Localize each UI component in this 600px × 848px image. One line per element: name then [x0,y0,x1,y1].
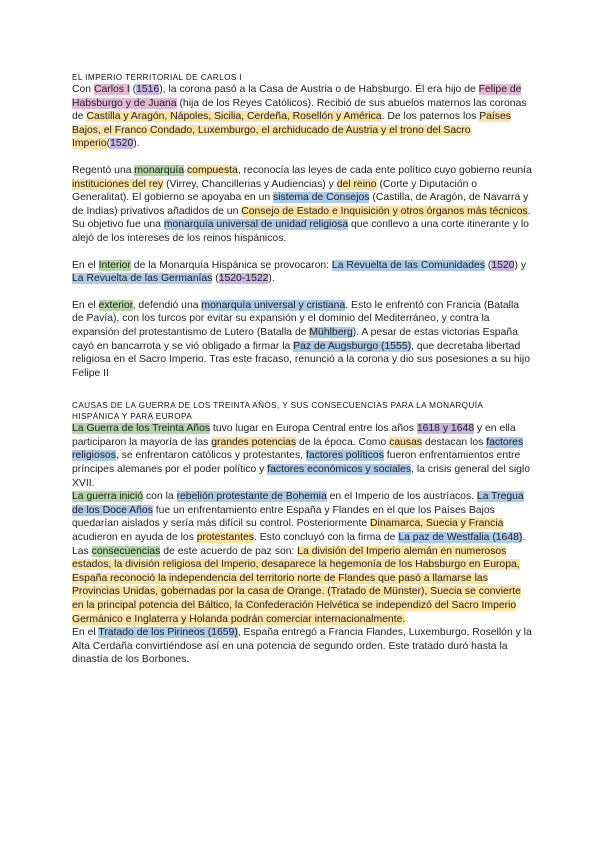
text-run: (hija de los Reyes Católicos). Recibió de sus abuelos maternos las coronas de [72,97,527,123]
highlight-run: rebelión protestante de Bohemia [176,491,327,503]
highlight-run: Dinamarca, Suecia y Francia [370,518,504,530]
highlight-run: Felipe de Habsburgo y de Juana [72,84,522,109]
highlight-run: grandes potencias [211,436,297,448]
highlight-run: La división del Imperio alemán en numerosos estados, la división religiosa del Imperio, desaparece la hegemonía de los Habsburgo en Europa, España reconoció la independencia del territorio norte de Flandes que pasó a llamarse las Provincias Unidas, gobernadas por la casa de Orange. (Tratado de Münster), Suecia se convierte en la principal potencia del Báltico, la Confederación Helvética se independizó del Sacro Imperio Germánico e Inglaterra y Holanda podrán comerciar internacionalmente. [72,545,521,625]
paragraph-carlos-origin [72,83,532,151]
highlight-run: Castilla y Aragón, Nápoles, Sicilia, Cerdeña, Rosellón y América [86,111,382,123]
highlight-run: 1520 [491,259,515,271]
text-run: fueron enfrentamientos entre príncipes alemanes por el poder político y [72,450,521,476]
section-1-heading: EL IMPERIO TERRITORIAL DE CARLOS I [72,73,243,82]
text-run: de la Monarquía Hispánica se provocaron: [130,259,332,271]
highlight-run: compuesta [186,164,238,176]
text-run: en el Imperio de los austríacos. [326,491,477,503]
highlight-run: monarquía [134,164,185,176]
text-run: ). A pesar de estas victorias España cayó en bancarrota y se vió obligado a firmar la [72,326,518,352]
text-run: , que decretaba libertad religiosa en el Sacro Imperio. Tras este fracaso, renunció a la corona y dio sus posesiones a su hijo Felipe II [72,340,531,379]
highlight-run: 1520-1522 [218,273,269,285]
highlight-run: Consejo de Estado e Inquisición y otros órganos más técnicos [241,205,528,217]
text-run: . De los paternos los [381,111,480,123]
highlight-run: La Revuelta de las Germanías [72,273,213,285]
section-2-heading: CAUSAS DE LA GUERRA DE LOS TREINTA AÑOS, Y SUS CONSECUENCIAS PARA LA MONARQUÍA HISPÁNICA Y PARA EUROPA [72,401,483,422]
text-run: ( [106,138,111,150]
highlight-run: 1618 y 1648 [416,423,475,435]
highlight-run: factores religiosos [72,436,524,462]
paragraph-inicio-guerra [72,490,532,626]
text-run: En el [72,259,99,271]
highlight-run: exterior [98,299,133,311]
text-run: acudieron en ayuda de los [72,532,197,544]
text-run: destacan los [422,436,487,448]
text-run: . Las [72,532,526,557]
highlight-run: 1516 [136,84,160,95]
text-run: ). [133,138,140,150]
text-run: ( [212,273,219,285]
text-run: , reconocía las leyes de cada ente político cuyo gobierno reunía [237,164,532,176]
highlight-run: instituciones del rey [72,178,164,190]
text-run: fue un enfrentamiento entre España y Flandes en el que los Países Bajos quedarían aislados y sería más difícil su control. Posteriormente [72,504,495,530]
text-run: ). [268,273,275,285]
highlight-run: factores económicos y sociales [267,464,412,476]
highlight-run: causas [389,436,423,448]
text-run: Con [72,84,94,95]
highlight-run: monarquía universal de unidad religiosa [163,219,349,231]
paragraph-tratado-pirineos [72,626,532,667]
paragraph-monarquia-compuesta [72,164,532,246]
text-run: . Esto le enfrentó con Francia (Batalla de Pavía), con los turcos por evitar su expansión y el dominio del Mediterráneo, y contra la expansión del protestantismo de Lutero (Batalla de [72,299,520,338]
highlight-run: protestantes [196,532,254,544]
text-run: de este acuerdo de paz son: [160,545,298,557]
text-run: . Su objetivo fue una [72,205,531,231]
text-run: (Castilla, de Aragón, de Navarra y de Indias) privativos añadidos de un [72,192,529,217]
highlight-run: Países Bajos, el Franco Condado, Luxemburgo, el archiducado de Austria y el trono del Sacro Imperio [72,111,511,150]
text-run: (Virrey, Chancillerias y Audiencias) y [163,178,337,190]
text-run: , España entregó a Francia Flandes, Luxemburgo, Rosellón y la Alta Cerdaña convirtiéndose así en una potencia de segundo orden. Este tratado duró hasta la dinastía de los Borbones. [72,627,532,666]
text-run: (Corte y Diputación o Generalitat). El gobierno se apoyaba en un [72,178,478,204]
highlight-run: factores políticos [305,450,384,462]
highlight-run: La guerra inició [72,491,144,503]
highlight-run: 1520 [110,138,134,150]
text-run: En el [72,627,99,639]
text-run: Regentó una [72,164,135,176]
highlight-run: Paz de Augsburgo (1555) [293,340,412,352]
highlight-run: Carlos I [93,84,130,95]
text-run: , la crisis general del siglo XVII. [72,464,531,489]
paragraph-interior [72,259,532,286]
highlight-run: La Guerra de los Treinta Años [72,423,211,435]
text-run: . Esto concluyó con la firma de [253,532,399,544]
text-run: ), la corona pasó a la Casa de Austria o de Habsburgo. Él era hijo de [159,84,479,95]
highlight-run: Mühlberg [309,326,353,338]
text-run: con la [143,491,177,503]
text-run: ( [485,259,492,271]
text-run: ( [129,84,137,95]
highlight-run: La Revuelta de las Comunidades [331,259,485,271]
highlight-run: La Tregua de los Doce Años [72,491,524,516]
text-run: tuvo lugar en Europa Central entre los años [210,423,417,435]
highlight-run: La paz de Westfalia (1648) [398,532,523,544]
highlight-run: del reino [336,178,377,190]
highlight-run: Interior [98,259,131,271]
text-run: de la época. Como [296,436,390,448]
highlight-run: sistema de Consejos [273,192,370,204]
text-run: , defendió una [132,299,202,311]
text-run: ) y [514,259,527,271]
text-run: que conllevo a una corte itinerante y lo alejó de los intereses de los reinos hispánicos. [72,219,529,244]
paragraph-exterior [72,299,532,381]
highlight-run: Tratado de los Pirineos (1659) [98,627,238,639]
highlight-run: consecuencias [91,545,161,557]
text-run: En el [72,299,99,311]
document-page [72,72,532,667]
paragraph-treinta-anos [72,422,532,490]
highlight-run: monarquía universal y cristiana [201,299,346,311]
text-run: y en ella participaron la mayoría de las [72,423,516,448]
text-run: , se enfrentaron católicos y protestantes, [115,450,306,462]
